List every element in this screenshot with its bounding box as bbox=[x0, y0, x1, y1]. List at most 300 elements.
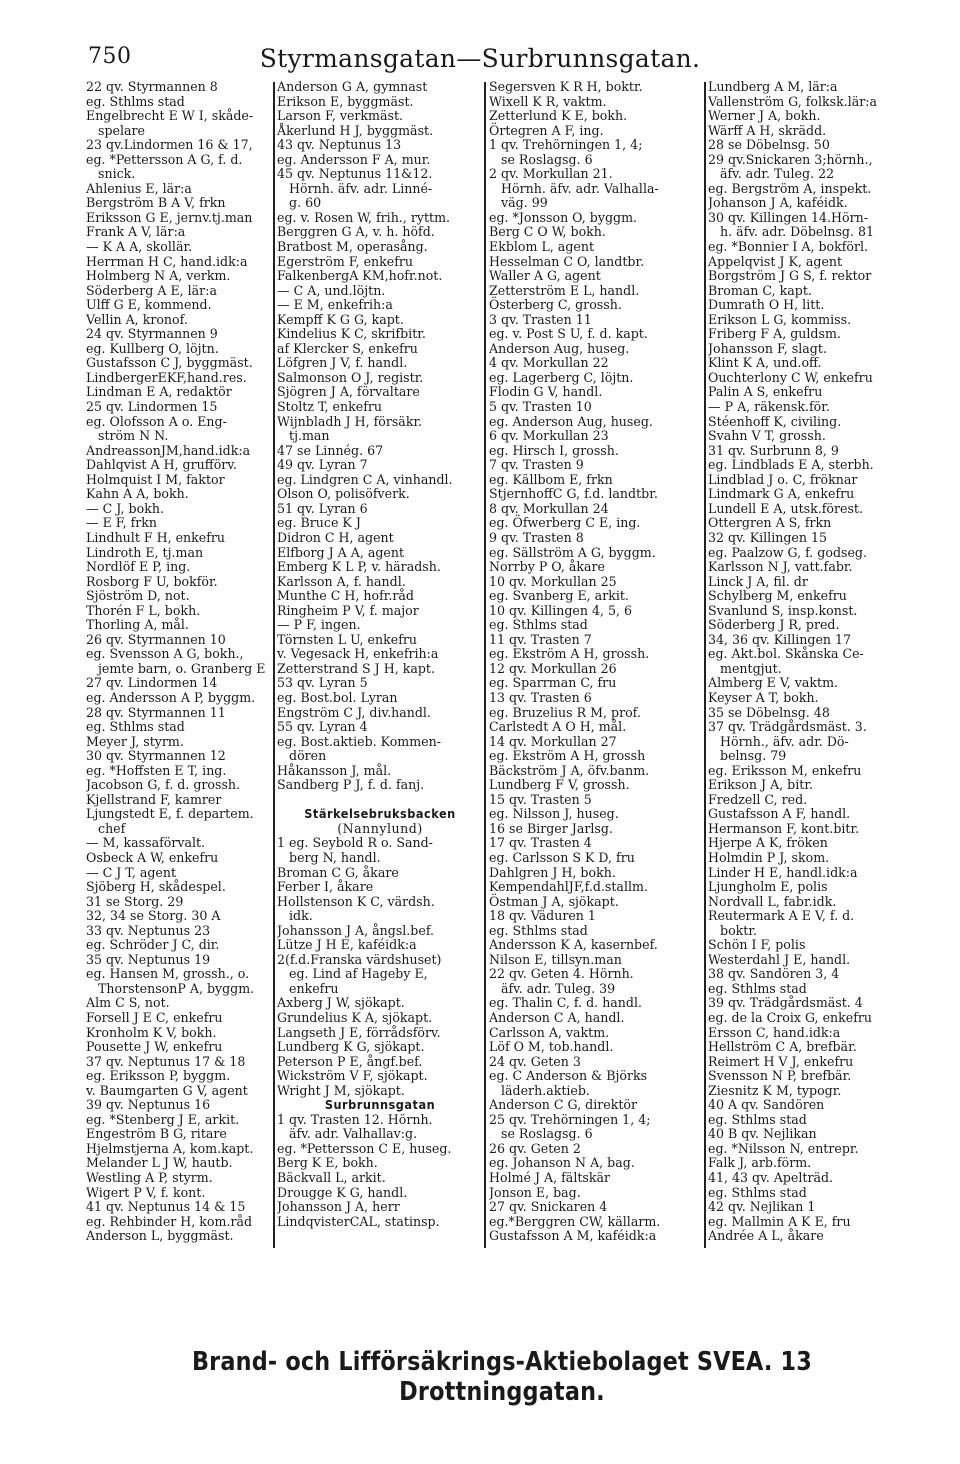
directory-entry: Hörnh. äfv. adr. Valhalla- bbox=[489, 180, 659, 196]
directory-entry: 31 qv. Surbrunn 8, 9 bbox=[708, 442, 839, 458]
directory-entry: Wärff A H, skrädd. bbox=[708, 122, 827, 138]
directory-entry: Zetterström E L, handl. bbox=[489, 282, 640, 298]
directory-entry: Kempff K G G, kapt. bbox=[277, 311, 404, 327]
directory-entry: Holmdin P J, skom. bbox=[708, 849, 830, 865]
directory-entry: Meyer J, styrm. bbox=[86, 733, 184, 749]
directory-entry: — C J, bokh. bbox=[86, 500, 164, 516]
directory-entry: Linder H E, handl.idk:a bbox=[708, 864, 858, 880]
column-rule bbox=[484, 82, 486, 1248]
directory-entry: tj.man bbox=[277, 428, 330, 444]
directory-entry: 25 qv. Lindormen 15 bbox=[86, 399, 218, 415]
directory-entry: Westling A P, styrm. bbox=[86, 1170, 213, 1186]
directory-entry: eg. Olofsson A o. Eng- bbox=[86, 413, 227, 429]
directory-entry: äfv. adr. Tuleg. 22 bbox=[708, 166, 835, 182]
directory-entry: g. 60 bbox=[277, 195, 322, 211]
directory-entry: Österberg C, grossh. bbox=[489, 297, 622, 313]
directory-entry: Larson F, verkmäst. bbox=[277, 108, 404, 124]
directory-entry: — C A, und.löjtn. bbox=[277, 282, 386, 298]
directory-entry: Åkerlund H J, byggmäst. bbox=[277, 122, 434, 138]
directory-column-1 bbox=[86, 80, 272, 1250]
directory-entry: eg. Nilsson J, huseg. bbox=[489, 806, 619, 822]
directory-entry: Bäckström J A, öfv.banm. bbox=[489, 762, 650, 778]
directory-entry: Broman C G, åkare bbox=[277, 864, 399, 880]
directory-entry: Wickström V F, sjökapt. bbox=[277, 1068, 428, 1084]
directory-entry: Löf O M, tob.handl. bbox=[489, 1039, 614, 1055]
directory-entry: 2(f.d.Franska värdshuset) bbox=[277, 951, 442, 967]
directory-entry: eg. Sällström A G, byggm. bbox=[489, 544, 656, 560]
directory-entry: se Roslagsg. 6 bbox=[489, 1126, 593, 1142]
directory-entry: Hjerpe A K, fröken bbox=[708, 835, 828, 851]
directory-entry: 45 qv. Neptunus 11&12. bbox=[277, 166, 433, 182]
directory-entry: eg. Rehbinder H, kom.råd bbox=[86, 1213, 253, 1229]
directory-entry: Gustafsson A F, handl. bbox=[708, 806, 851, 822]
directory-entry: 10 qv. Killingen 4, 5, 6 bbox=[489, 602, 633, 618]
directory-entry: Johanson J A, kaféidk. bbox=[708, 195, 848, 211]
directory-entry: — M, kassaförvalt. bbox=[86, 835, 206, 851]
directory-entry: Osbeck A W, enkefru bbox=[86, 849, 219, 865]
directory-entry: eg. Andersson F A, mur. bbox=[277, 151, 431, 167]
directory-entry: 1 qv. Trasten 12. Hörnh. bbox=[277, 1111, 433, 1127]
directory-entry: 49 qv. Lyran 7 bbox=[277, 457, 368, 473]
directory-entry: Appelqvist J K, agent bbox=[708, 253, 843, 269]
directory-entry: eg. v. Post S U, f. d. kapt. bbox=[489, 326, 648, 342]
directory-entry: — E M, enkefrih:a bbox=[277, 297, 393, 313]
directory-entry: Falk J, arb.förm. bbox=[708, 1155, 812, 1171]
directory-entry: 32, 34 se Storg. 30 A bbox=[86, 908, 221, 924]
directory-entry: Friberg F A, guldsm. bbox=[708, 326, 841, 342]
directory-entry: eg. Lagerberg C, löjtn. bbox=[489, 369, 634, 385]
directory-entry: Zetterlund K E, bokh. bbox=[489, 108, 628, 124]
directory-entry: Westerdahl J E, handl. bbox=[708, 951, 851, 967]
directory-entry: Schylberg M, enkefru bbox=[708, 588, 847, 604]
directory-entry: Hollstenson K C, värdsh. bbox=[277, 893, 435, 909]
page-title: Styrmansgatan—Surbrunnsgatan. bbox=[259, 44, 701, 73]
directory-entry: Anderson Aug, huseg. bbox=[489, 340, 630, 356]
directory-entry: Bäckvall L, arkit. bbox=[277, 1170, 386, 1186]
directory-entry: eg. Källbom E, frkn bbox=[489, 471, 613, 487]
directory-entry: Wigert P V, f. kont. bbox=[86, 1184, 206, 1200]
directory-entry: 47 se Linnég. 67 bbox=[277, 442, 384, 458]
directory-entry: 40 A qv. Sandören bbox=[708, 1097, 825, 1113]
directory-entry: Kindelius K C, skrifbitr. bbox=[277, 326, 426, 342]
directory-entry: Söderberg J R, pred. bbox=[708, 617, 840, 633]
directory-entry: Lütze J H E, kaféidk:a bbox=[277, 937, 417, 953]
directory-entry: eg. *Pettersson C E, huseg. bbox=[277, 1140, 452, 1156]
directory-entry: Dumrath O H, litt. bbox=[708, 297, 825, 313]
directory-entry: Anderson G A, gymnast bbox=[277, 80, 428, 94]
directory-entry: 1 eg. Seybold R o. Sand- bbox=[277, 835, 433, 851]
directory-entry: 22 qv. Styrmannen 8 bbox=[86, 80, 218, 94]
directory-entry: 24 qv. Geten 3 bbox=[489, 1053, 581, 1069]
directory-entry: boktr. bbox=[708, 922, 757, 938]
directory-entry: Carlsson A, vaktm. bbox=[489, 1024, 610, 1040]
directory-entry: 53 qv. Lyran 5 bbox=[277, 675, 368, 691]
directory-entry: Flodin G V, handl. bbox=[489, 384, 603, 400]
directory-entry: Lindman E A, redaktör bbox=[86, 384, 232, 400]
directory-entry: Forsell J E C, enkefru bbox=[86, 1010, 223, 1025]
directory-entry: 26 qv. Styrmannen 10 bbox=[86, 631, 226, 647]
directory-entry: Thorén F L, bokh. bbox=[86, 602, 201, 618]
directory-entry: Anderson C A, handl. bbox=[489, 1010, 625, 1025]
directory-entry: eg. Ekström A H, grossh. bbox=[489, 646, 650, 662]
directory-entry: 22 qv. Geten 4. Hörnh. bbox=[489, 966, 634, 982]
directory-entry: Werner J A, bokh. bbox=[708, 108, 821, 124]
directory-entry bbox=[277, 793, 483, 808]
directory-entry: Kahn A A, bokh. bbox=[86, 486, 189, 502]
directory-entry: Grundelius K A, sjökapt. bbox=[277, 1010, 433, 1025]
directory-entry: eg. Svensson A G, bokh., bbox=[86, 646, 244, 662]
directory-entry: ström N N. bbox=[86, 428, 169, 444]
directory-entry: Svanlund S, insp.konst. bbox=[708, 602, 858, 618]
directory-entry: eg. Sthlms stad bbox=[489, 922, 588, 938]
directory-entry: Linck J A, fil. dr bbox=[708, 573, 808, 589]
directory-entry: 34, 36 qv. Killingen 17 bbox=[708, 631, 852, 647]
directory-entry: Keyser A T, bokh. bbox=[708, 689, 819, 705]
directory-entry: eg. Bergström A, inspekt. bbox=[708, 180, 872, 196]
directory-entry: Lindhult F H, enkefru bbox=[86, 529, 226, 545]
directory-entry: Bergström B A V, frkn bbox=[86, 195, 226, 211]
directory-entry: Norrby P O, åkare bbox=[489, 559, 606, 575]
directory-entry: Lundell E A, utsk.förest. bbox=[708, 500, 863, 516]
directory-entry: eg. Sthlms stad bbox=[86, 93, 185, 109]
directory-entry: Olson O, polisöfverk. bbox=[277, 486, 410, 502]
directory-entry: Borgström J G S, f. rektor bbox=[708, 268, 872, 284]
directory-entry: 12 qv. Morkullan 26 bbox=[489, 660, 617, 676]
directory-entry: — K A A, skollär. bbox=[86, 239, 193, 255]
directory-entry: eg. *Jonsson O, byggm. bbox=[489, 209, 638, 225]
directory-entry: eg. *Nilsson N, entrepr. bbox=[708, 1140, 859, 1156]
directory-entry: 1 qv. Trehörningen 1, 4; bbox=[489, 137, 643, 153]
directory-entry: Ferber I, åkare bbox=[277, 879, 374, 895]
directory-entry: 41 qv. Neptunus 14 & 15 bbox=[86, 1199, 246, 1215]
directory-entry: eg. *Bonnier I A, bokförl. bbox=[708, 239, 869, 255]
directory-entry: berg N, handl. bbox=[277, 849, 381, 865]
directory-entry: eg. Carlsson S K D, fru bbox=[489, 849, 635, 865]
directory-entry: (Nannylund) bbox=[337, 820, 423, 836]
directory-entry: Berggren G A, v. h. höfd. bbox=[277, 224, 435, 240]
directory-entry: Ekblom L, agent bbox=[489, 239, 595, 255]
directory-entry: Eriksson G E, jernv.tj.man bbox=[86, 209, 253, 225]
directory-entry: eg. Bruce K J bbox=[277, 515, 361, 531]
directory-entry: Engelbrecht E W I, skåde- bbox=[86, 108, 254, 124]
directory-column-2 bbox=[277, 80, 483, 1250]
directory-entry: 3 qv. Trasten 11 bbox=[489, 311, 592, 327]
directory-entry: Ziesnitz K M, typogr. bbox=[708, 1082, 842, 1098]
directory-entry: Ringheim P V, f. major bbox=[277, 602, 419, 618]
directory-entry: eg. *Stenberg J E, arkit. bbox=[86, 1111, 240, 1127]
directory-entry: Johansson F, slagt. bbox=[708, 340, 827, 356]
directory-entry: Pousette J W, enkefru bbox=[86, 1039, 223, 1055]
directory-entry: Almberg E V, vaktm. bbox=[708, 675, 839, 691]
directory-entry: eg. Lind af Hageby E, bbox=[277, 966, 428, 982]
directory-entry: Hörnh. äfv. adr. Linné- bbox=[277, 180, 433, 196]
directory-entry: Elfborg J A A, agent bbox=[277, 544, 405, 560]
directory-entry: Frank A V, lär:a bbox=[86, 224, 186, 240]
directory-entry: Erikson E, byggmäst. bbox=[277, 93, 414, 109]
directory-entry: eg. Sthlms stad bbox=[708, 980, 807, 996]
directory-entry: Nordlöf E P, ing. bbox=[86, 559, 191, 575]
directory-entry: Hesselman C O, landtbr. bbox=[489, 253, 645, 269]
directory-entry: 39 qv. Neptunus 16 bbox=[86, 1097, 211, 1113]
directory-entry: 23 qv.Lindormen 16 & 17, bbox=[86, 137, 253, 153]
directory-entry: eg. de la Croix G, enkefru bbox=[708, 1010, 873, 1025]
directory-entry: dören bbox=[277, 748, 327, 764]
directory-entry: Berg C O W, bokh. bbox=[489, 224, 606, 240]
directory-entry: Johansson J A, ångsl.bef. bbox=[277, 922, 435, 938]
directory-entry: h. äfv. adr. Döbelnsg. 81 bbox=[708, 224, 875, 240]
directory-entry: Rosborg F U, bokför. bbox=[86, 573, 218, 589]
directory-entry: Engström C J, div.handl. bbox=[277, 704, 431, 720]
directory-entry: Wixell K R, vaktm. bbox=[489, 93, 607, 109]
directory-entry: se Roslagsg. 6 bbox=[489, 151, 593, 167]
directory-entry: Sjöberg H, skådespel. bbox=[86, 879, 226, 895]
directory-entry: eg. Bost.aktieb. Kommen- bbox=[277, 733, 441, 749]
directory-entry: 11 qv. Trasten 7 bbox=[489, 631, 592, 647]
directory-entry: Langseth J E, förrådsförv. bbox=[277, 1024, 441, 1040]
directory-entry: Holmberg N A, verkm. bbox=[86, 268, 231, 284]
directory-entry: 26 qv. Geten 2 bbox=[489, 1140, 581, 1156]
directory-entry: 51 qv. Lyran 6 bbox=[277, 500, 368, 516]
directory-entry: v. Baumgarten G V, agent bbox=[86, 1082, 248, 1098]
directory-entry: Holmé J A, fältskär bbox=[489, 1170, 611, 1186]
directory-entry: 24 qv. Styrmannen 9 bbox=[86, 326, 218, 342]
directory-entry: v. Vegesack H, enkefrih:a bbox=[277, 646, 439, 662]
directory-entry: Peterson P E, ångf.bef. bbox=[277, 1053, 423, 1069]
directory-entry: Örtegren A F, ing. bbox=[489, 122, 604, 138]
directory-entry: LindqvisterCAL, statinsp. bbox=[277, 1213, 440, 1229]
directory-entry: eg. Kullberg O, löjtn. bbox=[86, 340, 219, 356]
directory-entry: Dahlqvist A H, grufförv. bbox=[86, 457, 237, 473]
directory-entry: Håkansson J, mål. bbox=[277, 762, 392, 778]
directory-entry: eg. Johanson N A, bag. bbox=[489, 1155, 635, 1171]
directory-entry: enkefru bbox=[277, 980, 339, 996]
directory-entry: Nordvall L, fabr.idk. bbox=[708, 893, 837, 909]
directory-entry: Stoltz T, enkefru bbox=[277, 399, 382, 415]
directory-entry: 28 se Döbelnsg. 50 bbox=[708, 137, 830, 153]
directory-entry: 6 qv. Morkullan 23 bbox=[489, 428, 609, 444]
directory-entry: 29 qv.Snickaren 3;hörnh., bbox=[708, 151, 873, 167]
directory-entry: Schön I F, polis bbox=[708, 937, 806, 953]
directory-entry: väg. 99 bbox=[489, 195, 548, 211]
directory-entry: 13 qv. Trasten 6 bbox=[489, 689, 592, 705]
directory-entry: 27 qv. Snickaren 4 bbox=[489, 1199, 608, 1215]
directory-entry: Lindmark G A, enkefru bbox=[708, 486, 855, 502]
directory-entry: Stärkelsebruksbacken bbox=[304, 806, 456, 822]
directory-entry: Östman J A, sjökapt. bbox=[489, 893, 619, 909]
directory-entry: LindbergerEKF,hand.res. bbox=[86, 369, 247, 385]
directory-entry: Nilson E, tillsyn.man bbox=[489, 951, 622, 967]
directory-entry: Herrman H C, hand.idk:a bbox=[86, 253, 248, 269]
directory-entry: eg. Svanberg E, arkit. bbox=[489, 588, 629, 604]
directory-entry: Surbrunnsgatan bbox=[324, 1097, 436, 1113]
directory-entry: 9 qv. Trasten 8 bbox=[489, 529, 584, 545]
directory-entry: Ottergren A S, frkn bbox=[708, 515, 832, 531]
directory-entry: eg. Sthlms stad bbox=[86, 719, 185, 735]
directory-entry: Lundberg A M, lär:a bbox=[708, 80, 838, 94]
directory-entry: Sandberg P J, f. d. fanj. bbox=[277, 777, 425, 793]
directory-entry: StjernhoffC G, f.d. landtbr. bbox=[489, 486, 658, 502]
directory-entry: 4 qv. Morkullan 22 bbox=[489, 355, 609, 371]
directory-entry: eg. *Pettersson A G, f. d. bbox=[86, 151, 243, 167]
directory-entry: Löfgren J V, f. handl. bbox=[277, 355, 408, 371]
directory-entry: eg. C Anderson & Björks bbox=[489, 1068, 648, 1084]
directory-entry: Sjögren J A, förvaltare bbox=[277, 384, 420, 400]
directory-entry: 43 qv. Neptunus 13 bbox=[277, 137, 402, 153]
directory-entry: — E F, frkn bbox=[86, 515, 157, 531]
directory-entry: 16 se Birger Jarlsg. bbox=[489, 820, 613, 836]
directory-entry: Munthe C H, hofr.råd bbox=[277, 588, 414, 604]
directory-entry: Egerström F, enkefru bbox=[277, 253, 414, 269]
directory-entry: 42 qv. Nejlikan 1 bbox=[708, 1199, 816, 1215]
directory-entry: Söderberg A E, lär:a bbox=[86, 282, 217, 298]
directory-entry: 55 qv. Lyran 4 bbox=[277, 719, 368, 735]
directory-entry: eg. Sthlms stad bbox=[708, 1184, 807, 1200]
directory-entry: Berg K E, bokh. bbox=[277, 1155, 378, 1171]
directory-entry: eg. Hirsch I, grossh. bbox=[489, 442, 619, 458]
directory-entry: eg. Sthlms stad bbox=[489, 617, 588, 633]
directory-entry: Anderson L, byggmäst. bbox=[86, 1228, 234, 1244]
directory-entry: Kronholm K V, bokh. bbox=[86, 1024, 217, 1040]
directory-entry: 40 B qv. Nejlikan bbox=[708, 1126, 817, 1142]
directory-entry: äfv. adr. Tuleg. 39 bbox=[489, 980, 616, 996]
directory-entry: Svahn V T, grossh. bbox=[708, 428, 826, 444]
directory-entry: AndreassonJM,hand.idk:a bbox=[86, 442, 251, 458]
directory-entry: — C J T, agent bbox=[86, 864, 177, 880]
directory-entry: snick. bbox=[86, 166, 136, 182]
directory-entry: 5 qv. Trasten 10 bbox=[489, 399, 592, 415]
directory-entry: Lundberg K G, sjökapt. bbox=[277, 1039, 425, 1055]
directory-entry: 37 qv. Neptunus 17 & 18 bbox=[86, 1053, 246, 1069]
directory-entry: eg.*Berggren CW, källarm. bbox=[489, 1213, 661, 1229]
directory-entry: eg. *Hoffsten E T, ing. bbox=[86, 762, 227, 778]
directory-entry: 30 qv. Styrmannen 12 bbox=[86, 748, 226, 764]
directory-entry: Reimert H V J, enkefru bbox=[708, 1053, 854, 1069]
directory-entry: Sjöström D, not. bbox=[86, 588, 190, 604]
directory-entry: eg. Bruzelius R M, prof. bbox=[489, 704, 641, 720]
directory-entry: Gustafsson A M, kaféidk:a bbox=[489, 1228, 657, 1244]
directory-entry: Alm C S, not. bbox=[86, 995, 170, 1011]
directory-entry: — P F, ingen. bbox=[277, 617, 361, 633]
directory-entry: Bratbost M, operasång. bbox=[277, 239, 428, 255]
directory-entry: — P A, räkensk.för. bbox=[708, 399, 830, 415]
directory-entry: eg. Mallmin A K E, fru bbox=[708, 1213, 851, 1229]
directory-entry: Waller A G, agent bbox=[489, 268, 601, 284]
directory-entry: 8 qv. Morkullan 24 bbox=[489, 500, 609, 516]
directory-entry: Salmonson O J, registr. bbox=[277, 369, 424, 385]
directory-entry: Segersven K R H, boktr. bbox=[489, 80, 643, 94]
directory-entry: mentgjut. bbox=[708, 660, 782, 676]
directory-entry: 30 qv. Killingen 14.Hörn- bbox=[708, 209, 868, 225]
directory-entry: Wright J M, sjökapt. bbox=[277, 1082, 405, 1098]
directory-column-4 bbox=[708, 80, 918, 1250]
directory-entry: Engeström B G, ritare bbox=[86, 1126, 227, 1142]
directory-entry: Andrée A L, åkare bbox=[708, 1228, 824, 1244]
directory-entry: Melander L J W, hautb. bbox=[86, 1155, 233, 1171]
directory-entry: Anderson C G, direktör bbox=[489, 1097, 638, 1113]
directory-entry: 33 qv. Neptunus 23 bbox=[86, 922, 211, 938]
directory-entry: Hellström C A, brefbär. bbox=[708, 1039, 857, 1055]
directory-entry: Törnsten L U, enkefru bbox=[277, 631, 417, 647]
directory-entry: Karlsson N J, vatt.fabr. bbox=[708, 559, 853, 575]
directory-entry: Karlsson A, f. handl. bbox=[277, 573, 406, 589]
directory-entry: eg. Eriksson M, enkefru bbox=[708, 762, 862, 778]
directory-entry: eg. Ekström A H, grossh bbox=[489, 748, 646, 764]
directory-entry: 27 qv. Lindormen 14 bbox=[86, 675, 218, 691]
directory-entry: Dahlgren J H, bokh. bbox=[489, 864, 616, 880]
directory-entry: Wijnbladh J H, försäkr. bbox=[277, 413, 423, 429]
directory-entry: eg. Schröder J C, dir. bbox=[86, 937, 220, 953]
directory-entry: Fredzell C, red. bbox=[708, 791, 808, 807]
directory-entry: Johansson J A, herr bbox=[277, 1199, 400, 1215]
directory-entry: Klint K A, und.off. bbox=[708, 355, 822, 371]
directory-entry: Zetterstrand S J H, kapt. bbox=[277, 660, 435, 676]
directory-entry: Gustafsson C J, byggmäst. bbox=[86, 355, 253, 371]
directory-entry: Ljungstedt E, f. departem. bbox=[86, 806, 254, 822]
directory-entry: Ljungholm E, polis bbox=[708, 879, 828, 895]
footer-advertisement: Brand- och Lifförsäkrings-Aktiebolaget SVEA. 13 Drottninggatan. bbox=[191, 1347, 813, 1407]
directory-entry: eg. v. Rosen W, frih., ryttm. bbox=[277, 209, 451, 225]
directory-entry: eg. Paalzow G, f. godseg. bbox=[708, 544, 867, 560]
directory-entry: eg. Eriksson P, byggm. bbox=[86, 1068, 231, 1084]
directory-entry: Didron C H, agent bbox=[277, 529, 394, 545]
directory-entry: 25 qv. Trehörningen 1, 4; bbox=[489, 1111, 651, 1127]
page-number: 750 bbox=[88, 44, 132, 69]
directory-entry: Broman C, kapt. bbox=[708, 282, 812, 298]
directory-entry: eg. Lindgren C A, vinhandl. bbox=[277, 471, 453, 487]
directory-entry: 17 qv. Trasten 4 bbox=[489, 835, 592, 851]
directory-entry: Axberg J W, sjökapt. bbox=[277, 995, 405, 1011]
directory-entry: 39 qv. Trädgårdsmäst. 4 bbox=[708, 995, 863, 1011]
directory-entry: eg. Anderson Aug, huseg. bbox=[489, 413, 653, 429]
directory-entry: belnsg. 79 bbox=[708, 748, 787, 764]
directory-entry: äfv. adr. Valhallav:g. bbox=[277, 1126, 418, 1142]
directory-entry: Jonson E, bag. bbox=[489, 1184, 581, 1200]
directory-entry: Hermanson F, kont.bitr. bbox=[708, 820, 860, 836]
directory-entry: 18 qv. Väduren 1 bbox=[489, 908, 596, 924]
directory-entry: 28 qv. Styrmannen 11 bbox=[86, 704, 226, 720]
directory-column-3 bbox=[489, 80, 703, 1250]
directory-entry: chef bbox=[86, 820, 126, 836]
directory-entry: Ersson C, hand.idk:a bbox=[708, 1024, 841, 1040]
column-rule bbox=[273, 82, 275, 1248]
directory-entry: 35 se Döbelnsg. 48 bbox=[708, 704, 830, 720]
directory-entry: Vallenström G, folksk.lär:a bbox=[708, 93, 878, 109]
directory-entry: Erikson L G, kommiss. bbox=[708, 311, 852, 327]
directory-entry: Svensson N P, brefbär. bbox=[708, 1068, 852, 1084]
directory-entry: Vellin A, kronof. bbox=[86, 311, 188, 327]
directory-entry: Stéenhoff K, civiling. bbox=[708, 413, 842, 429]
directory-entry: eg. Lindblads E A, sterbh. bbox=[708, 457, 874, 473]
directory-entry: Lundberg F V, grossh. bbox=[489, 777, 630, 793]
directory-entry: Reutermark A E V, f. d. bbox=[708, 908, 855, 924]
directory-entry: eg. Hansen M, grossh., o. bbox=[86, 966, 250, 982]
directory-entry: Lindblad J o. C, fröknar bbox=[708, 471, 858, 487]
directory-entry: 7 qv. Trasten 9 bbox=[489, 457, 584, 473]
directory-entry: Hjelmstjerna A, kom.kapt. bbox=[86, 1140, 254, 1156]
directory-entry: eg. Sparrman C, fru bbox=[489, 675, 617, 691]
directory-entry: 10 qv. Morkullan 25 bbox=[489, 573, 617, 589]
directory-entry: eg. Öfwerberg C E, ing. bbox=[489, 515, 641, 531]
directory-entry: eg. Sthlms stad bbox=[708, 1111, 807, 1127]
directory-entry: 14 qv. Morkullan 27 bbox=[489, 733, 617, 749]
directory-entry: idk. bbox=[277, 908, 313, 924]
directory-entry: FalkenbergA KM,hofr.not. bbox=[277, 268, 443, 284]
directory-entry: af Klercker S, enkefru bbox=[277, 340, 418, 356]
directory-entry: 38 qv. Sandören 3, 4 bbox=[708, 966, 840, 982]
directory-entry: KempendahlJF,f.d.stallm. bbox=[489, 879, 648, 895]
directory-entry: Ahlenius E, lär:a bbox=[86, 180, 192, 196]
directory-entry: 41, 43 qv. Apelträd. bbox=[708, 1170, 834, 1186]
